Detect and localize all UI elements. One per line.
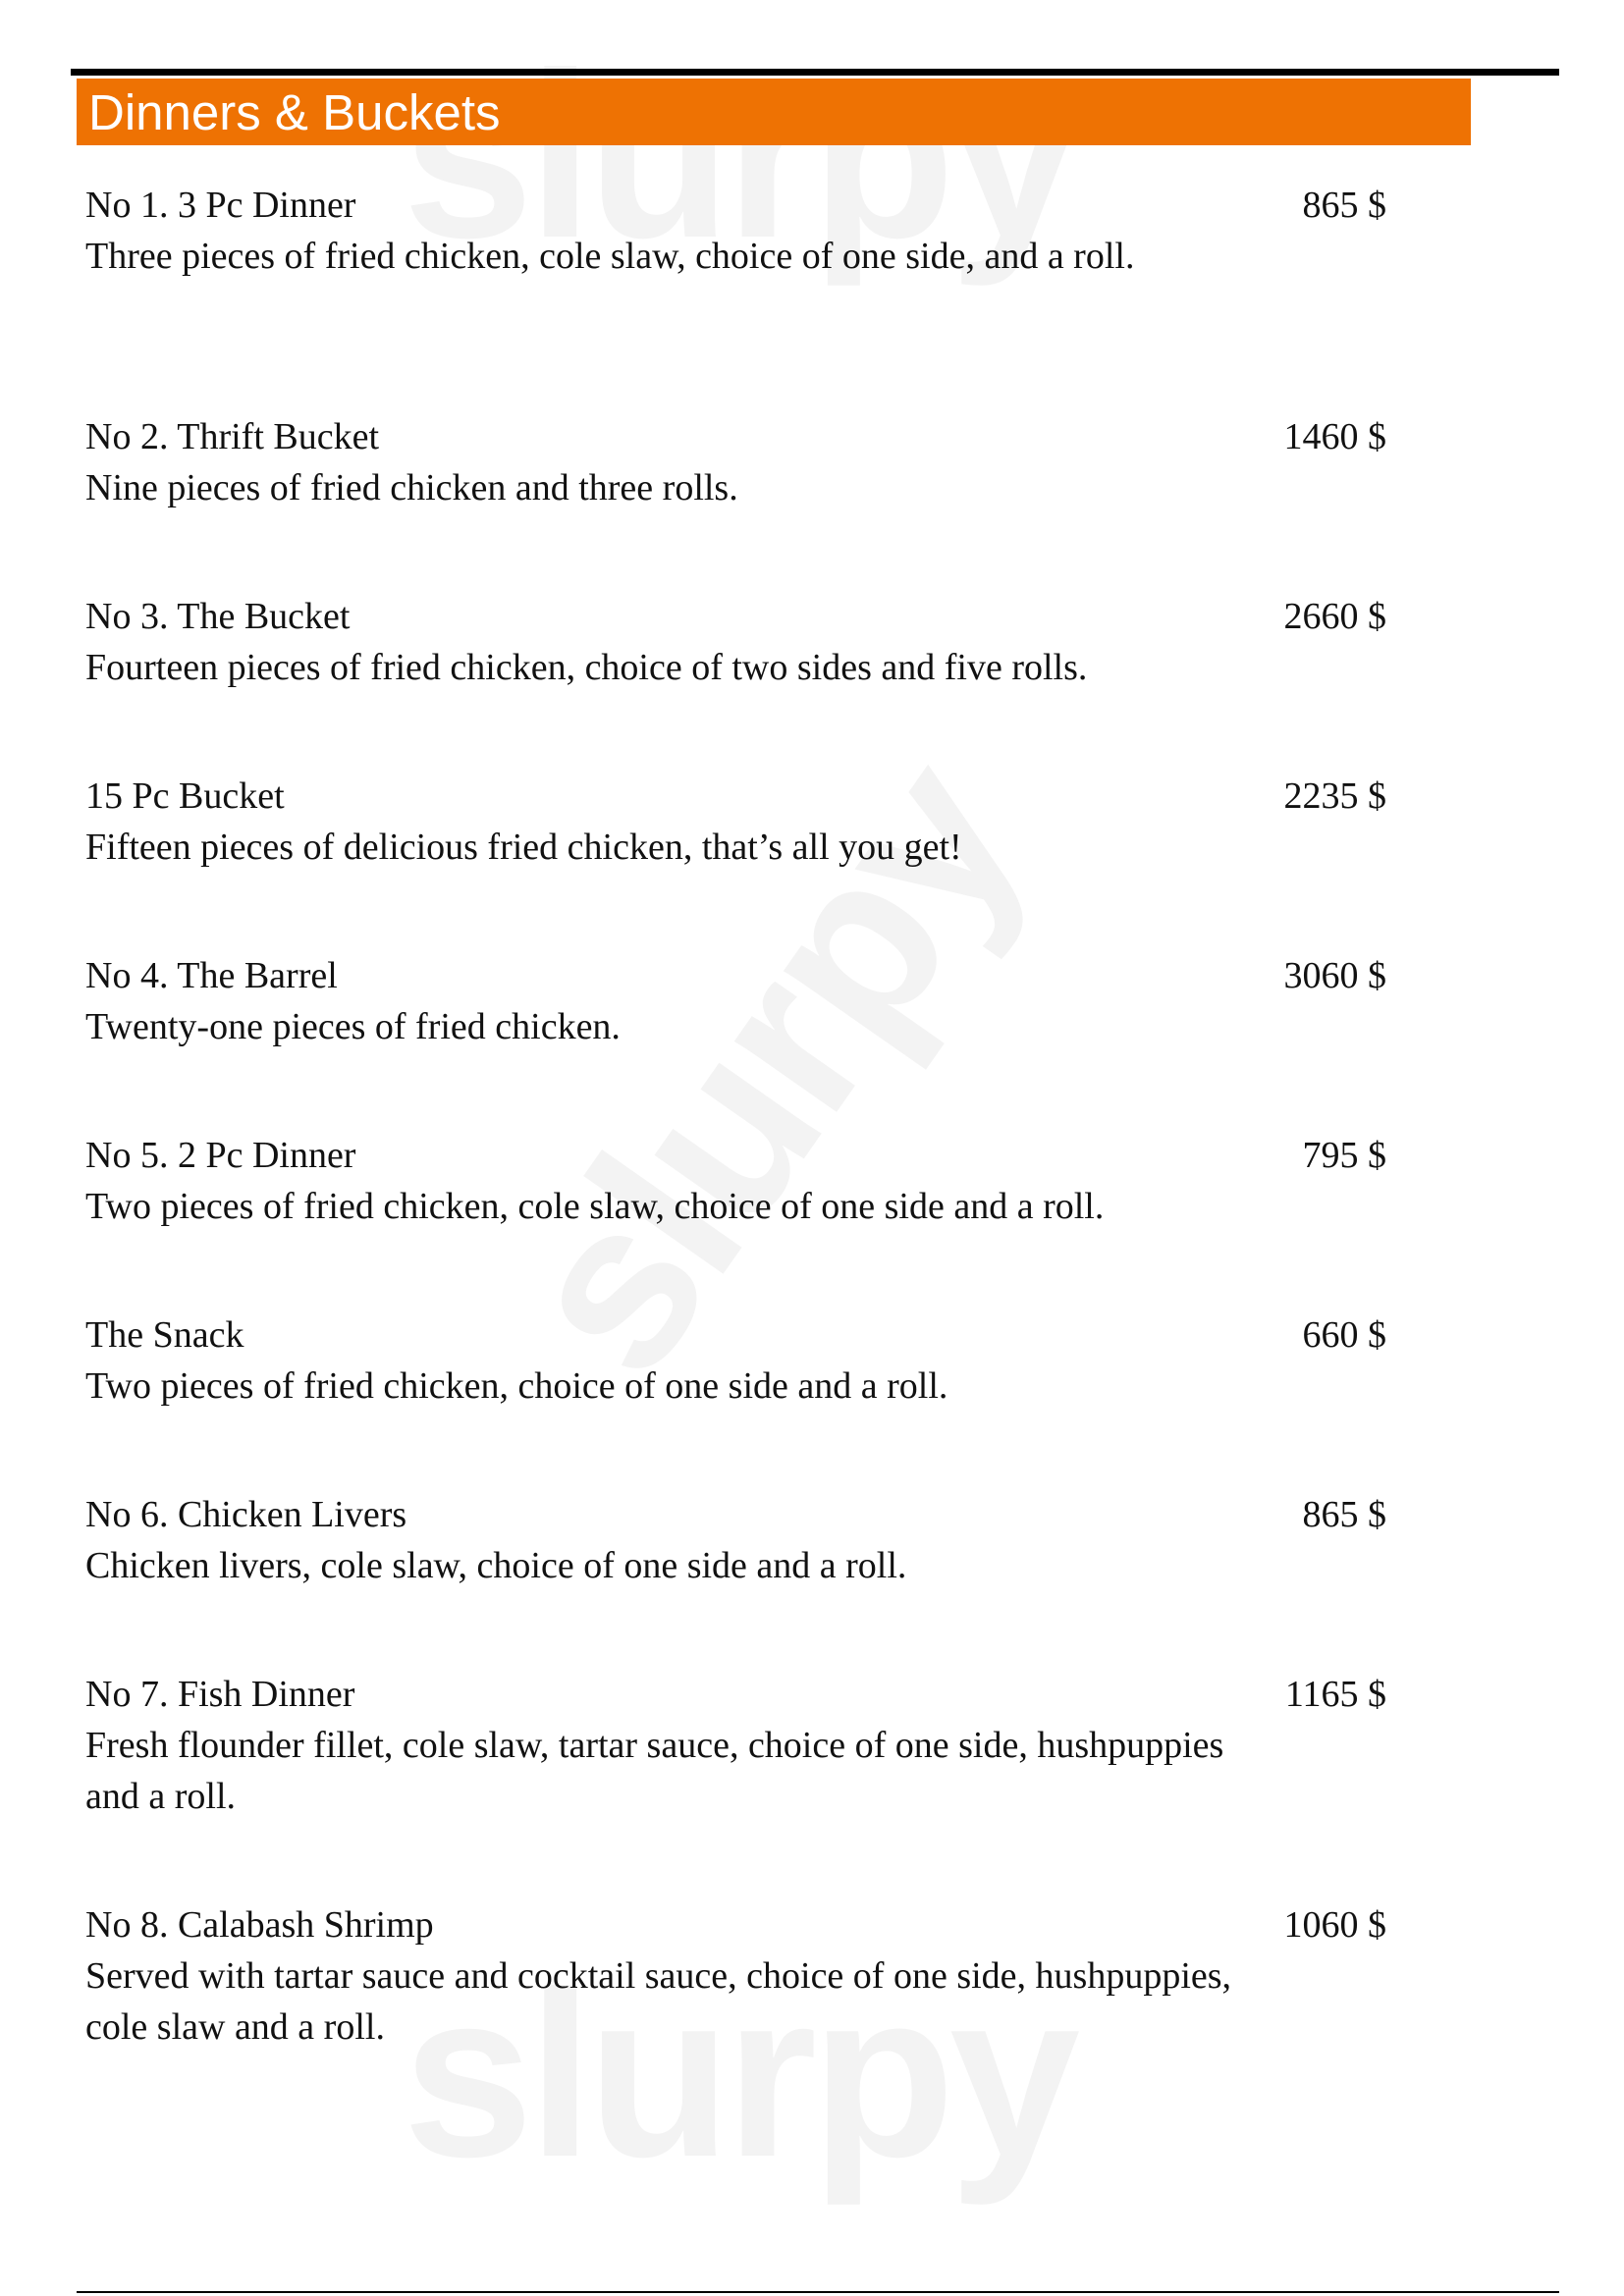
item-price: 3060 $ — [1283, 955, 1386, 996]
menu-item — [85, 591, 1386, 693]
item-price: 660 $ — [1302, 1314, 1386, 1356]
item-description: Two pieces of fried chicken, choice of one side and a roll. — [85, 1365, 948, 1407]
item-name: No 5. 2 Pc Dinner — [85, 1135, 356, 1176]
menu-item — [85, 771, 1386, 873]
item-name: No 6. Chicken Livers — [85, 1494, 407, 1535]
item-name: No 8. Calabash Shrimp — [85, 1904, 434, 1946]
menu-item — [85, 411, 1386, 513]
bottom-divider — [77, 2291, 1559, 2293]
item-name: No 4. The Barrel — [85, 955, 338, 996]
menu-item — [85, 1489, 1386, 1591]
item-description: Twenty-one pieces of fried chicken. — [85, 1006, 621, 1047]
item-price: 865 $ — [1302, 185, 1386, 226]
item-description: Two pieces of fried chicken, cole slaw, choice of one side and a roll. — [85, 1186, 1105, 1227]
item-price: 795 $ — [1302, 1135, 1386, 1176]
item-name: No 7. Fish Dinner — [85, 1674, 355, 1715]
item-price: 1460 $ — [1283, 416, 1386, 457]
item-name: No 3. The Bucket — [85, 596, 351, 637]
item-price: 1060 $ — [1283, 1904, 1386, 1946]
item-price: 2660 $ — [1283, 596, 1386, 637]
section-title: Dinners & Buckets — [88, 84, 501, 140]
menu-item — [85, 180, 1386, 282]
item-description: Three pieces of fried chicken, cole slaw, choice of one side, and a roll. — [85, 236, 1135, 277]
item-description: Served with tartar sauce and cocktail sauce, choice of one side, hushpuppies, cole slaw and a roll. — [85, 1955, 1232, 2048]
menu-item — [85, 1899, 1386, 2053]
menu-item — [85, 1309, 1386, 1412]
menu-item — [85, 1130, 1386, 1232]
item-description: Fourteen pieces of fried chicken, choice of two sides and five rolls. — [85, 647, 1088, 688]
item-name: The Snack — [85, 1314, 244, 1356]
item-price: 865 $ — [1302, 1494, 1386, 1535]
item-description: Fifteen pieces of delicious fried chicken, that’s all you get! — [85, 827, 962, 868]
item-name: No 2. Thrift Bucket — [85, 416, 380, 457]
item-name: No 1. 3 Pc Dinner — [85, 185, 356, 226]
item-name: 15 Pc Bucket — [85, 775, 285, 817]
item-description: Fresh flounder fillet, cole slaw, tartar sauce, choice of one side, hushpuppies and a roll. — [85, 1725, 1224, 1817]
item-price: 1165 $ — [1284, 1674, 1386, 1715]
menu-item — [85, 950, 1386, 1052]
item-description: Chicken livers, cole slaw, choice of one side and a roll. — [85, 1545, 907, 1586]
menu-item — [85, 1669, 1386, 1822]
item-price: 2235 $ — [1283, 775, 1386, 817]
item-description: Nine pieces of fried chicken and three rolls. — [85, 467, 738, 508]
